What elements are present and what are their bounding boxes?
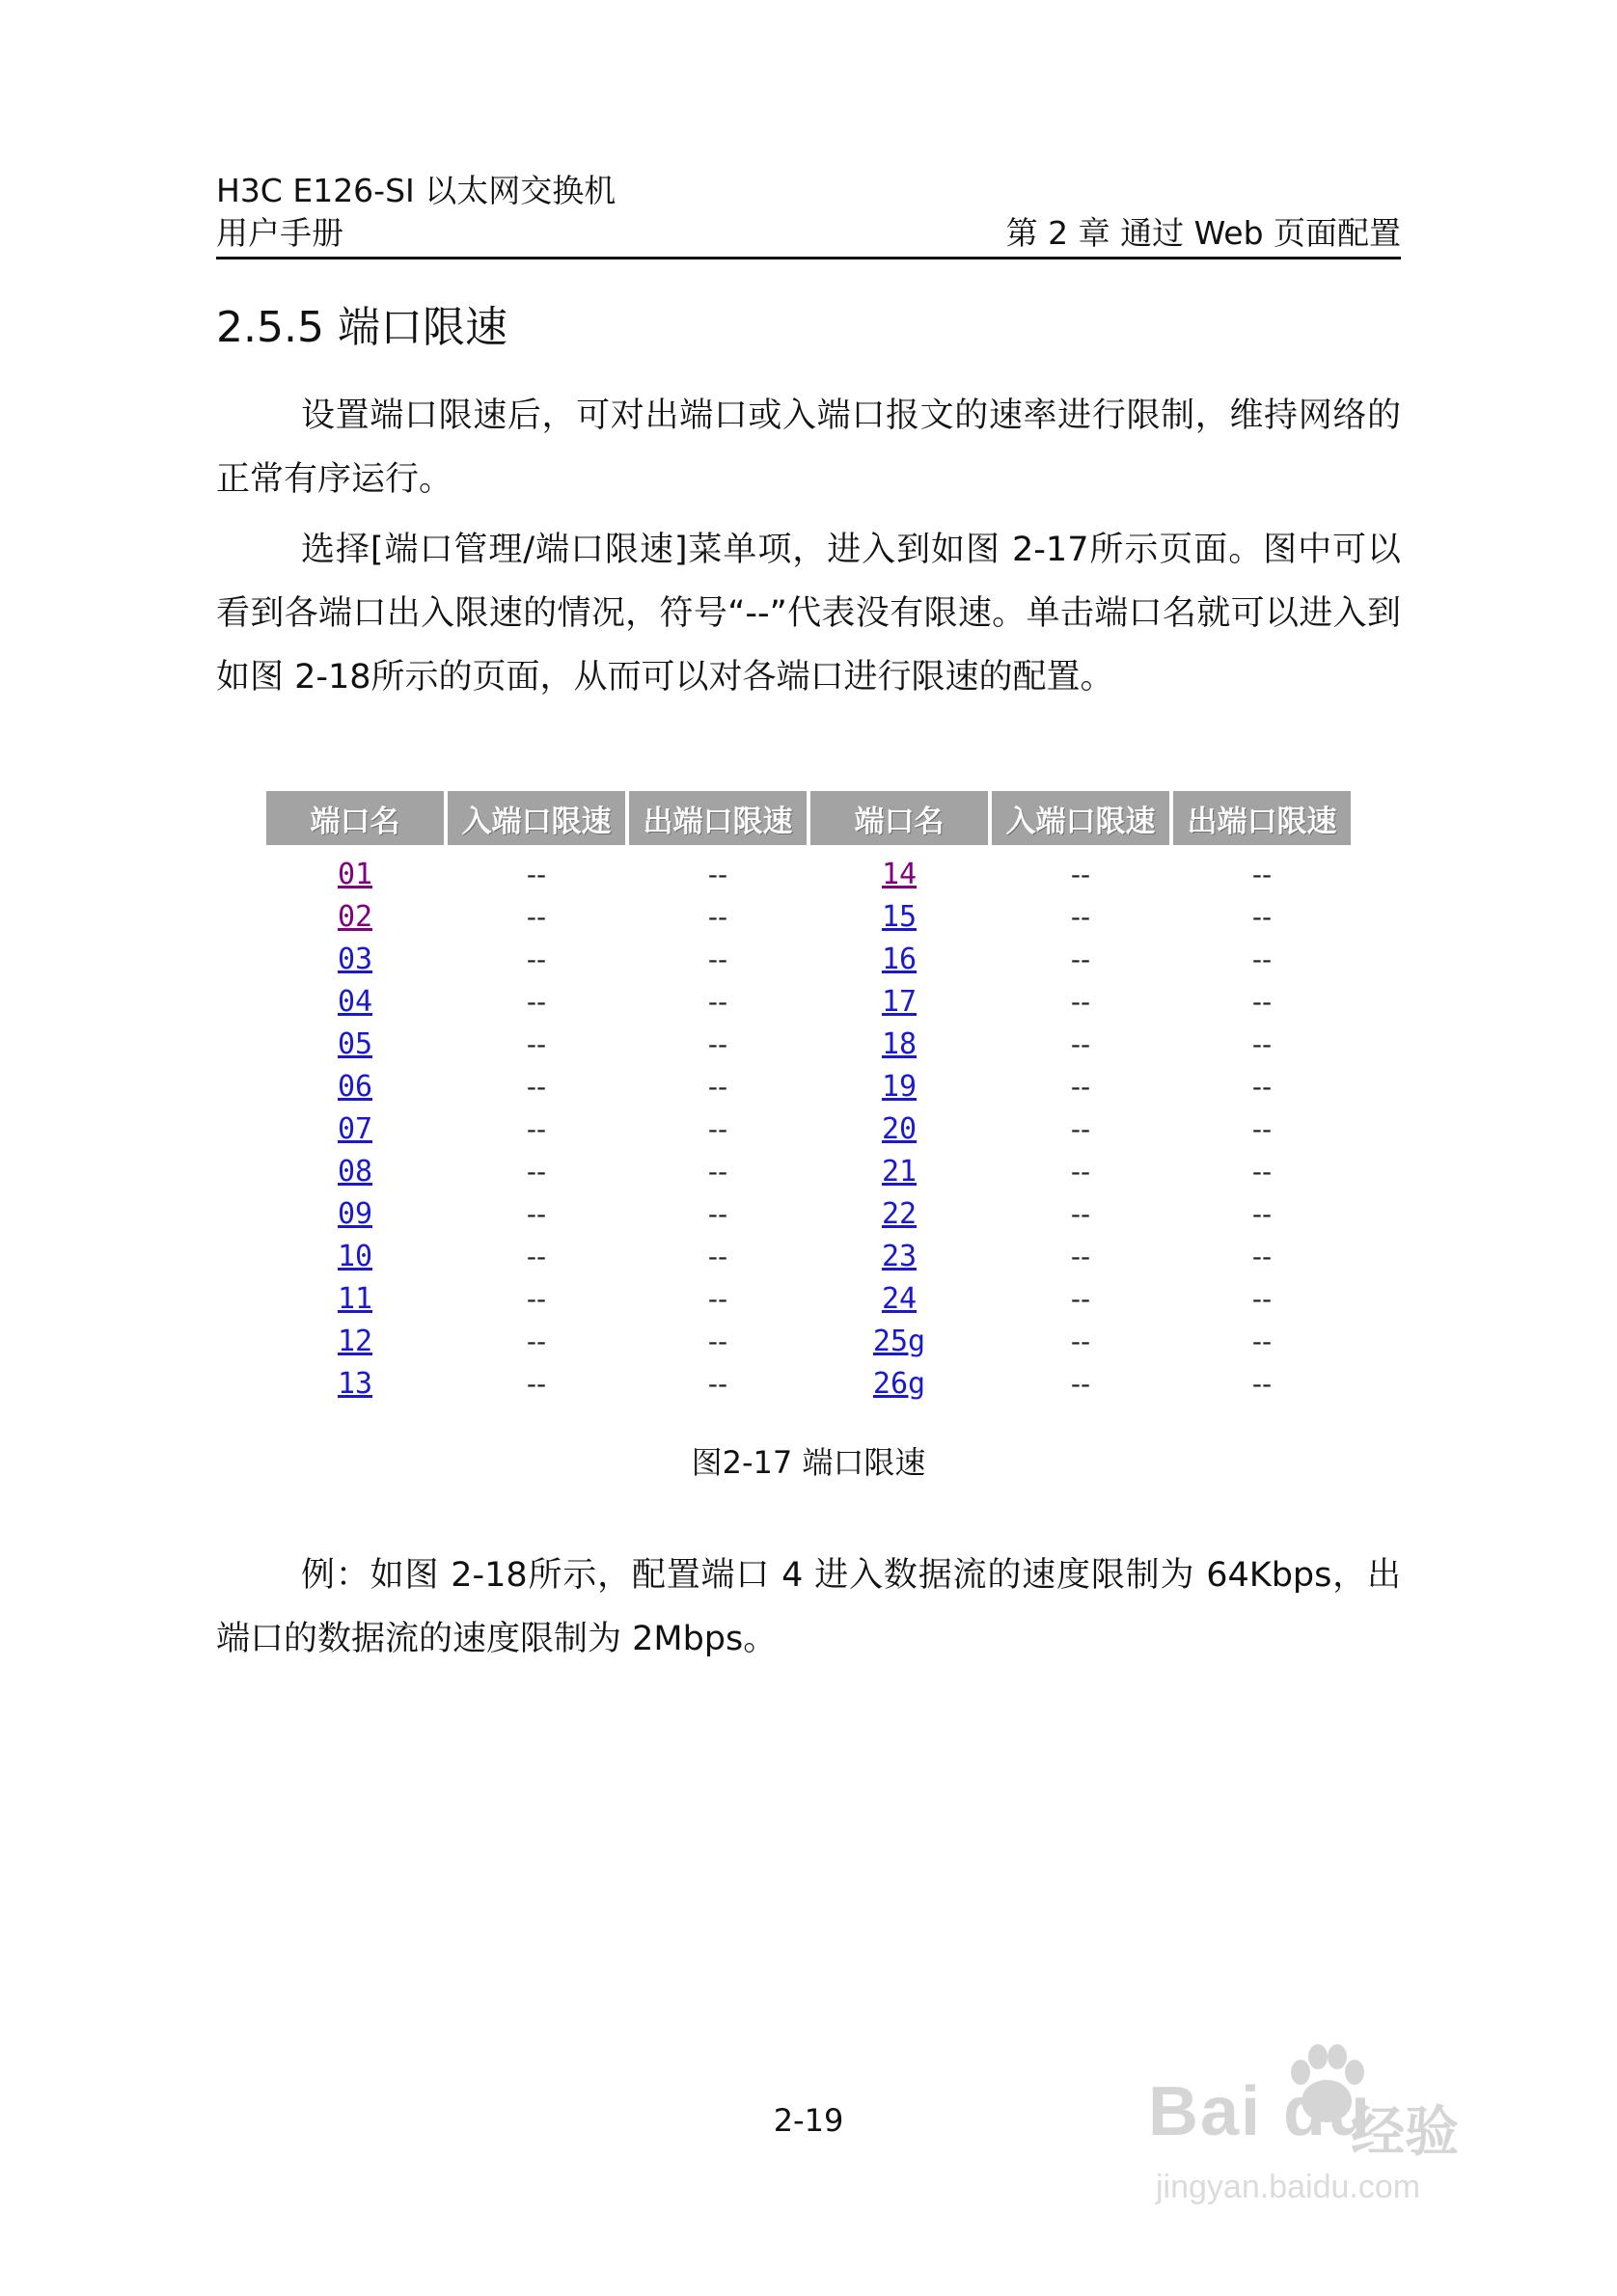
table-row [266,1320,1351,1362]
port-name-cell[interactable] [266,1192,444,1235]
watermark-brand: Bai du [1148,2073,1373,2150]
table-header-row [266,791,1351,845]
port-name-cell[interactable] [810,1150,988,1192]
table-row [266,980,1351,1023]
egress-limit-cell: -- [1251,1197,1273,1230]
egress-limit-cell: -- [1251,1325,1273,1357]
port-link-10[interactable]: 10 [337,1239,373,1273]
col-egress-limit: 出端口限速 [629,791,807,845]
port-link-07[interactable]: 07 [337,1111,373,1146]
port-name-cell[interactable] [266,895,444,938]
egress-limit-cell: -- [707,1112,728,1145]
egress-limit-cell: -- [707,943,728,975]
egress-limit-cell: -- [1251,1155,1273,1188]
port-link-04[interactable]: 04 [337,984,373,1019]
col-port-name-2: 端口名 [810,791,988,845]
port-name-cell[interactable] [810,895,988,938]
egress-limit-cell: -- [707,1240,728,1272]
port-link-16[interactable]: 16 [881,942,918,976]
port-link-06[interactable]: 06 [337,1069,373,1104]
figure-caption: 图2-17 端口限速 [691,1444,926,1481]
port-link-26g[interactable]: 26g [872,1366,926,1401]
port-link-09[interactable]: 09 [337,1196,373,1231]
ingress-limit-cell: -- [1070,858,1091,890]
egress-limit-cell: -- [707,985,728,1018]
header-product: H3C E126-SI 以太网交换机 [216,172,617,209]
ingress-limit-cell: -- [526,1367,547,1400]
egress-limit-cell: -- [1251,1240,1273,1272]
baidu-watermark [1148,2034,1515,2236]
port-link-24[interactable]: 24 [881,1281,918,1316]
ingress-limit-cell: -- [1070,900,1091,933]
header-rule [216,257,1401,260]
port-link-08[interactable]: 08 [337,1154,373,1189]
table-row [266,895,1351,938]
ingress-limit-cell: -- [526,1112,547,1145]
ingress-limit-cell: -- [526,1240,547,1272]
egress-limit-cell: -- [707,1070,728,1103]
port-name-cell[interactable] [266,845,444,895]
port-name-cell[interactable] [810,938,988,980]
port-link-21[interactable]: 21 [881,1154,918,1189]
port-link-14[interactable]: 14 [881,857,918,891]
header-chapter: 第 2 章 通过 Web 页面配置 [1005,214,1401,252]
ingress-limit-cell: -- [1070,1155,1091,1188]
watermark-service: 经验 [1351,2101,1459,2164]
port-name-cell[interactable] [810,980,988,1023]
port-name-cell[interactable] [266,1320,444,1362]
egress-limit-cell: -- [707,1367,728,1400]
port-link-18[interactable]: 18 [881,1026,918,1061]
port-name-cell[interactable] [810,1320,988,1362]
port-name-cell[interactable] [810,1065,988,1107]
port-name-cell[interactable] [810,1192,988,1235]
egress-limit-cell: -- [707,1027,728,1060]
port-name-cell[interactable] [266,1023,444,1065]
port-name-cell[interactable] [810,1277,988,1320]
port-name-cell[interactable] [266,1107,444,1150]
port-name-cell[interactable] [810,1235,988,1277]
ingress-limit-cell: -- [1070,985,1091,1018]
port-name-cell[interactable] [266,1362,444,1405]
ingress-limit-cell: -- [526,1197,547,1230]
port-name-cell[interactable] [810,1107,988,1150]
port-link-02[interactable]: 02 [337,899,373,934]
page-number: 2-19 [773,2102,844,2139]
port-name-cell[interactable] [266,1235,444,1277]
egress-limit-cell: -- [1251,943,1273,975]
ingress-limit-cell: -- [526,1070,547,1103]
port-link-19[interactable]: 19 [881,1069,918,1104]
egress-limit-cell: -- [1251,858,1273,890]
col-egress-limit-2: 出端口限速 [1173,791,1351,845]
egress-limit-cell: -- [1251,985,1273,1018]
table-row [266,1362,1351,1405]
egress-limit-cell: -- [707,1197,728,1230]
port-name-cell[interactable] [810,845,988,895]
port-name-cell[interactable] [266,980,444,1023]
table-row [266,938,1351,980]
egress-limit-cell: -- [707,858,728,890]
table-row [266,1107,1351,1150]
port-name-cell[interactable] [266,1065,444,1107]
port-link-25g[interactable]: 25g [872,1324,926,1358]
ingress-limit-cell: -- [1070,1027,1091,1060]
table-row [266,1277,1351,1320]
egress-limit-cell: -- [707,1325,728,1357]
port-link-22[interactable]: 22 [881,1196,918,1231]
port-name-cell[interactable] [810,1023,988,1065]
watermark-url: jingyan.baidu.com [1156,2169,1421,2205]
port-link-12[interactable]: 12 [337,1324,373,1358]
egress-limit-cell: -- [1251,1027,1273,1060]
port-link-11[interactable]: 11 [337,1281,373,1316]
table-row [266,1023,1351,1065]
port-name-cell[interactable] [266,1277,444,1320]
port-rate-limit-table [262,791,1355,1405]
ingress-limit-cell: -- [526,943,547,975]
ingress-limit-cell: -- [1070,1325,1091,1357]
table-row [266,845,1351,895]
ingress-limit-cell: -- [1070,1197,1091,1230]
egress-limit-cell: -- [707,1282,728,1315]
port-link-15[interactable]: 15 [881,899,918,934]
ingress-limit-cell: -- [526,1027,547,1060]
port-link-13[interactable]: 13 [337,1366,373,1401]
egress-limit-cell: -- [1251,1112,1273,1145]
table-row [266,1192,1351,1235]
port-name-cell[interactable] [810,1362,988,1405]
egress-limit-cell: -- [707,900,728,933]
port-link-03[interactable]: 03 [337,942,373,976]
port-link-01[interactable]: 01 [337,857,373,891]
col-ingress-limit: 入端口限速 [448,791,625,845]
table-row [266,1150,1351,1192]
table-row [266,1235,1351,1277]
port-link-05[interactable]: 05 [337,1026,373,1061]
ingress-limit-cell: -- [526,1155,547,1188]
paragraph-example: 例：如图 2-18所示，配置端口 4 进入数据流的速度限制为 64Kbps，出端口的数据流的速度限制为 2Mbps。 [216,1556,1401,1658]
ingress-limit-cell: -- [526,1282,547,1315]
egress-limit-cell: -- [1251,1070,1273,1103]
header-manual: 用户手册 [216,214,343,252]
egress-limit-cell: -- [707,1155,728,1188]
paragraph-select: 选择[端口管理/端口限速]菜单项，进入到如图 2-17所示页面。图中可以看到各端口出入限速的情况，符号“--”代表没有限速。单击端口名就可以进入到如图 2-18所示的页面，从而可以对各端口进行限速的配置。 [216,531,1401,697]
port-link-23[interactable]: 23 [881,1239,918,1273]
ingress-limit-cell: -- [1070,1240,1091,1272]
ingress-limit-cell: -- [526,1325,547,1357]
port-name-cell[interactable] [266,938,444,980]
paragraph-intro: 设置端口限速后，可对出端口或入端口报文的速率进行限制，维持网络的正常有序运行。 [216,396,1401,499]
section-title: 2.5.5 端口限速 [216,303,507,352]
port-link-20[interactable]: 20 [881,1111,918,1146]
port-name-cell[interactable] [266,1150,444,1192]
egress-limit-cell: -- [1251,1282,1273,1315]
ingress-limit-cell: -- [526,858,547,890]
ingress-limit-cell: -- [526,900,547,933]
ingress-limit-cell: -- [1070,1070,1091,1103]
port-link-17[interactable]: 17 [881,984,918,1019]
table-row [266,1065,1351,1107]
col-port-name: 端口名 [266,791,444,845]
egress-limit-cell: -- [1251,900,1273,933]
ingress-limit-cell: -- [1070,1367,1091,1400]
ingress-limit-cell: -- [526,985,547,1018]
col-ingress-limit-2: 入端口限速 [992,791,1169,845]
egress-limit-cell: -- [1251,1367,1273,1400]
ingress-limit-cell: -- [1070,1112,1091,1145]
ingress-limit-cell: -- [1070,943,1091,975]
ingress-limit-cell: -- [1070,1282,1091,1315]
